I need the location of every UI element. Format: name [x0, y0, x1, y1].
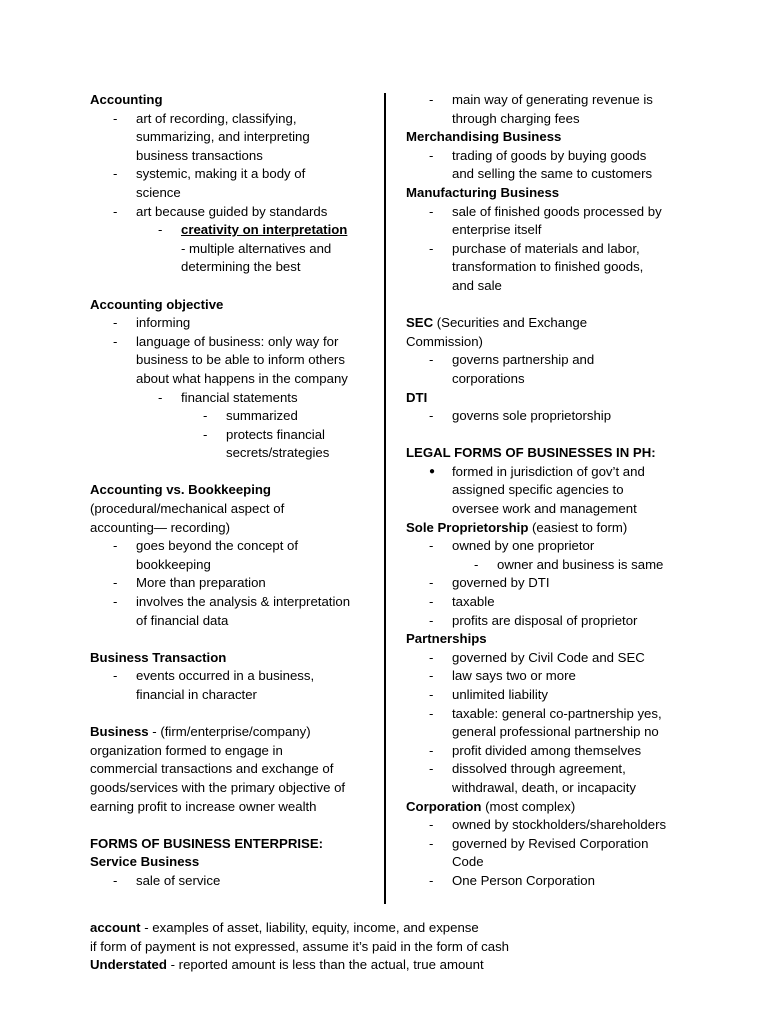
column-divider — [384, 93, 386, 904]
list-item — [90, 110, 375, 166]
dash-marker: - — [113, 315, 118, 331]
list-item — [406, 537, 706, 556]
dash-marker: - — [429, 575, 434, 591]
term-text: (most complex) — [481, 798, 576, 814]
dash-marker: - — [429, 203, 434, 219]
list-item — [406, 872, 706, 891]
list-item — [406, 816, 706, 835]
list-item-text: purchase of materials and labor, — [452, 240, 640, 256]
list-item-text: financial statements — [181, 389, 298, 405]
dash-marker: - — [113, 668, 118, 684]
list-item-text: systemic, making it a body of — [136, 166, 306, 182]
list-item-text: secrets/strategies — [226, 445, 330, 461]
paragraph-line: goods/services with the primary objective of — [90, 779, 346, 795]
list-item-text: dissolved through agreement, — [452, 761, 626, 777]
list-item-text: governed by Civil Code and SEC — [452, 649, 645, 665]
list-item — [406, 91, 706, 128]
list-item-text: oversee work and management — [452, 501, 637, 517]
term-label: Sole Proprietorship — [406, 519, 529, 535]
list-item-text: owned by stockholders/shareholders — [452, 817, 667, 833]
list-item-text: and selling the same to customers — [452, 166, 653, 182]
term-label: Corporation — [406, 798, 482, 814]
paragraph-line: commercial transactions and exchange of — [90, 761, 334, 777]
dash-marker: - — [429, 742, 434, 758]
dash-marker: - — [158, 389, 163, 405]
term-definition-line — [406, 519, 706, 538]
list-item-text: One Person Corporation — [452, 872, 595, 888]
section-heading: DTI — [406, 389, 428, 405]
blank-line — [90, 630, 375, 649]
term-definition-line — [406, 798, 706, 817]
list-item-text: governed by DTI — [452, 575, 550, 591]
section-heading: Accounting — [90, 92, 163, 107]
list-item-text: summarized — [226, 408, 298, 424]
list-item-text: taxable — [452, 594, 495, 610]
bullet-marker: ● — [429, 465, 436, 477]
list-item — [90, 667, 375, 704]
dash-marker: - — [429, 817, 434, 833]
section-heading: Business Transaction — [90, 649, 227, 665]
list-item — [90, 574, 375, 593]
list-item-text: owned by one proprietor — [452, 538, 595, 554]
list-item — [406, 705, 706, 742]
list-item-text: bookkeeping — [136, 556, 211, 572]
list-item-text: assigned specific agencies to — [452, 482, 624, 498]
list-item-text: business transactions — [136, 147, 263, 163]
dash-marker: - — [113, 872, 118, 888]
list-item-text: art because guided by standards — [136, 203, 328, 219]
list-item-text: protects financial — [226, 426, 325, 442]
list-item — [90, 426, 375, 463]
list-item — [406, 667, 706, 686]
paragraph-line: (procedural/mechanical aspect of — [90, 501, 285, 517]
list-item-text: events occurred in a business, — [136, 668, 315, 684]
blank-line — [406, 426, 706, 445]
term-text: - (firm/enterprise/company) — [148, 724, 311, 740]
dash-marker: - — [429, 668, 434, 684]
list-item-text: creativity on interpretation — [181, 222, 348, 238]
section-heading: Accounting vs. Bookkeeping — [90, 482, 271, 498]
list-item — [90, 240, 375, 277]
list-item — [90, 221, 375, 240]
dash-marker: - — [474, 556, 479, 572]
blank-line — [406, 296, 706, 315]
list-item-text: corporations — [452, 370, 525, 386]
term-label: Business — [90, 724, 149, 740]
list-item — [406, 407, 706, 426]
paragraph-line: earning profit to increase owner wealth — [90, 798, 317, 814]
list-item-text: profits are disposal of proprietor — [452, 612, 638, 628]
section-heading: FORMS OF BUSINESS ENTERPRISE: — [90, 835, 324, 851]
term-text: (easiest to form) — [528, 519, 628, 535]
dash-marker: - — [429, 612, 434, 628]
list-item — [406, 574, 706, 593]
list-item-text: governed by Revised Corporation — [452, 835, 649, 851]
blank-line — [90, 705, 375, 724]
list-item-text: science — [136, 184, 181, 200]
term-label: account — [90, 920, 141, 935]
list-item — [406, 612, 706, 631]
list-item-text: language of business: only way for — [136, 333, 339, 349]
paragraph-line: accounting— recording) — [90, 519, 231, 535]
dash-marker: - — [203, 426, 208, 442]
dash-marker: - — [429, 594, 434, 610]
dash-marker: - — [429, 408, 434, 424]
list-item-text: withdrawal, death, or incapacity — [452, 779, 636, 795]
list-item-text: trading of goods by buying goods — [452, 147, 647, 163]
dash-marker: - — [429, 705, 434, 721]
term-definition-line — [90, 919, 730, 938]
paragraph-line: Commission) — [406, 333, 483, 349]
list-item — [406, 556, 706, 575]
list-item-text: and sale — [452, 277, 502, 293]
list-item-text: general professional partnership no — [452, 724, 659, 740]
dash-marker: - — [113, 166, 118, 182]
list-item-text: business to be able to inform others — [136, 352, 345, 368]
section-heading: Accounting objective — [90, 296, 224, 312]
list-item-text: summarizing, and interpreting — [136, 129, 310, 145]
list-item-text: sale of service — [136, 872, 221, 888]
right-column — [406, 91, 706, 891]
term-text: - reported amount is less than the actual, true amount — [166, 957, 484, 973]
list-item — [406, 203, 706, 240]
list-item-text: - multiple alternatives and — [181, 240, 332, 256]
dash-marker: - — [429, 92, 434, 107]
section-heading: Service Business — [90, 854, 200, 870]
blank-line — [90, 816, 375, 835]
list-item-text: unlimited liability — [452, 687, 549, 702]
paragraph-line: if form of payment is not expressed, assume it’s paid in the form of cash — [90, 938, 510, 954]
list-item — [90, 333, 375, 389]
paragraph-line: organization formed to engage in — [90, 742, 283, 758]
list-item-text: of financial data — [136, 612, 229, 628]
list-item — [90, 165, 375, 202]
dash-marker: - — [429, 649, 434, 665]
list-item-text: governs partnership and — [452, 352, 595, 368]
dash-marker: - — [113, 538, 118, 554]
left-column — [90, 91, 375, 891]
list-item — [406, 649, 706, 668]
dash-marker: - — [113, 333, 118, 349]
list-item-text: art of recording, classifying, — [136, 110, 297, 126]
term-label: SEC — [406, 315, 434, 331]
dash-marker: - — [158, 222, 163, 238]
term-text: - examples of asset, liability, equity, income, and expense — [140, 920, 479, 935]
list-item-text: owner and business is same — [497, 556, 664, 572]
dash-marker: - — [429, 352, 434, 368]
list-item-text: enterprise itself — [452, 222, 542, 238]
list-item — [406, 147, 706, 184]
term-text: (Securities and Exchange — [433, 315, 588, 331]
list-item — [406, 463, 706, 519]
list-item-text: governs sole proprietorship — [452, 408, 612, 424]
term-label: Understated — [90, 957, 167, 973]
list-item — [90, 872, 375, 891]
list-item-text: about what happens in the company — [136, 370, 348, 386]
section-heading: Partnerships — [406, 631, 487, 647]
term-definition-line — [90, 723, 375, 742]
dash-marker: - — [429, 761, 434, 777]
dash-marker: - — [113, 594, 118, 610]
dash-marker: - — [113, 203, 118, 219]
list-item-text: goes beyond the concept of — [136, 538, 299, 554]
blank-line — [90, 463, 375, 482]
list-item-text: More than preparation — [136, 575, 266, 591]
list-item-text: involves the analysis & interpretation — [136, 594, 351, 610]
list-item-text: main way of generating revenue is — [452, 92, 653, 107]
section-heading: Merchandising Business — [406, 129, 562, 145]
term-definition-line — [90, 956, 730, 975]
list-item — [90, 407, 375, 426]
blank-line — [90, 277, 375, 296]
section-heading: Manufacturing Business — [406, 184, 560, 200]
list-item — [406, 742, 706, 761]
list-item-text: formed in jurisdiction of gov’t and — [452, 463, 645, 479]
list-item-text: taxable: general co-partnership yes, — [452, 705, 662, 721]
list-item-text: Code — [452, 854, 484, 870]
list-item — [406, 686, 706, 705]
list-item — [90, 593, 375, 630]
list-item-text: through charging fees — [452, 110, 580, 126]
list-item-text: transformation to finished goods, — [452, 259, 644, 275]
list-item-text: financial in character — [136, 687, 257, 702]
list-item — [406, 240, 706, 296]
dash-marker: - — [429, 872, 434, 888]
dash-marker: - — [429, 147, 434, 163]
list-item — [406, 760, 706, 797]
list-item-text: informing — [136, 315, 191, 331]
list-item-text: profit divided among themselves — [452, 742, 642, 758]
dash-marker: - — [113, 575, 118, 591]
section-heading: LEGAL FORMS OF BUSINESSES IN PH: — [406, 445, 656, 461]
dash-marker: - — [429, 240, 434, 256]
bottom-notes — [90, 919, 730, 975]
list-item — [90, 203, 375, 222]
list-item-text: law says two or more — [452, 668, 576, 684]
list-item — [406, 351, 706, 388]
list-item — [90, 537, 375, 574]
list-item — [406, 593, 706, 612]
list-item-text: sale of finished goods processed by — [452, 203, 662, 219]
list-item-text: determining the best — [181, 259, 301, 275]
dash-marker: - — [429, 835, 434, 851]
dash-marker: - — [113, 110, 118, 126]
list-item — [90, 389, 375, 408]
list-item — [406, 835, 706, 872]
dash-marker: - — [429, 687, 434, 702]
term-definition-line — [406, 314, 706, 333]
dash-marker: - — [429, 538, 434, 554]
list-item — [90, 314, 375, 333]
dash-marker: - — [203, 408, 208, 424]
